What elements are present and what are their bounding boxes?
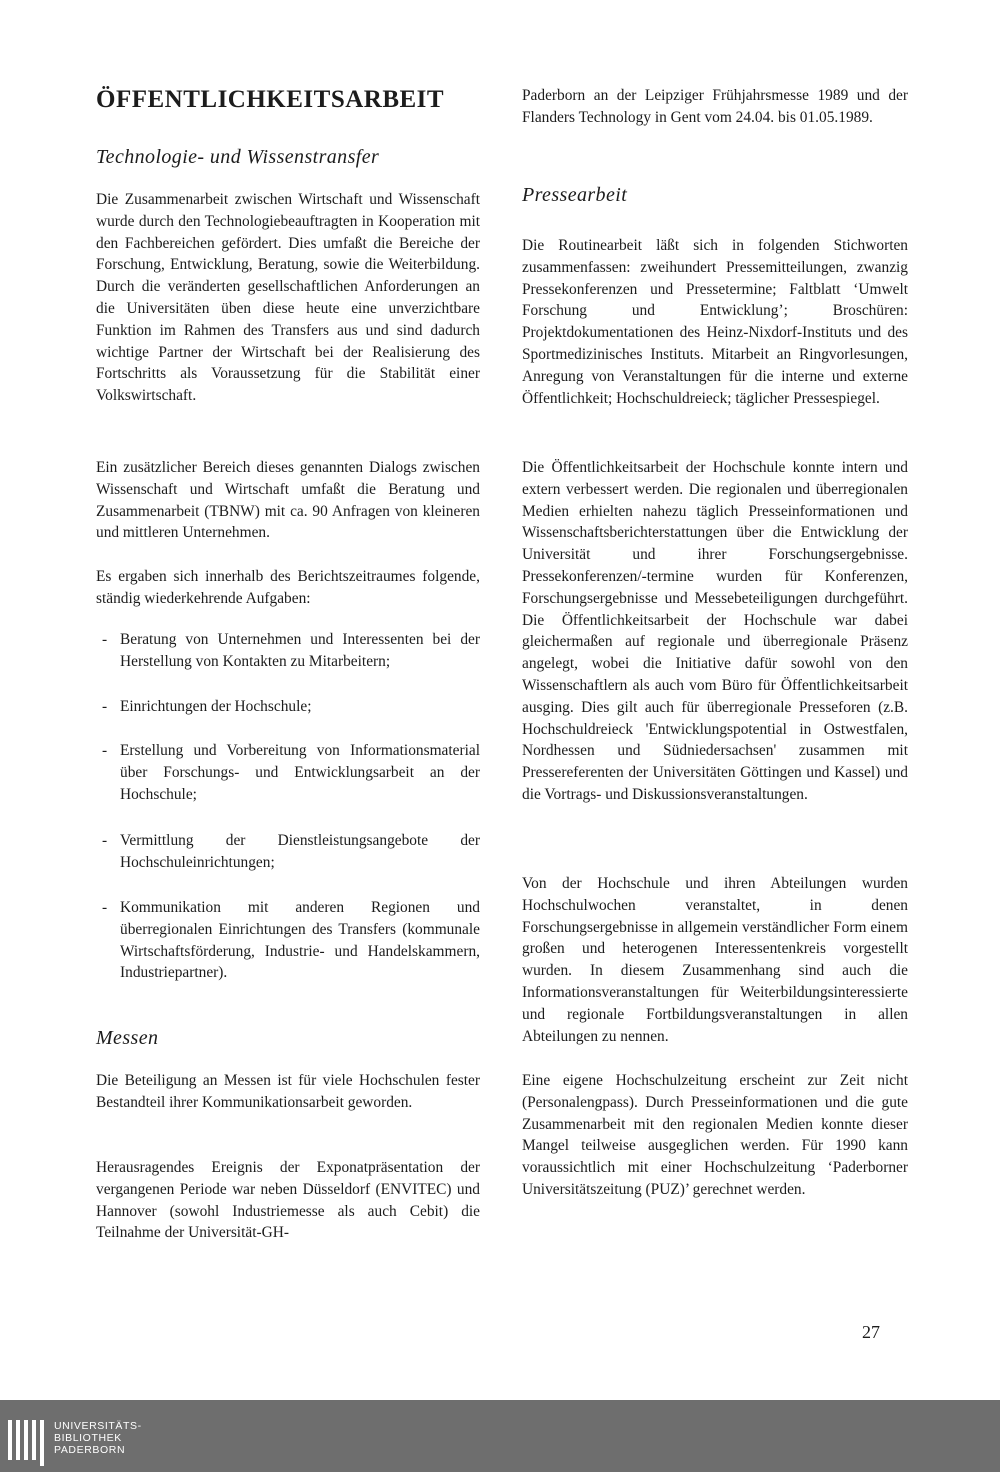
dash-bullet: - xyxy=(102,698,108,715)
list-item xyxy=(96,830,480,874)
list-item xyxy=(96,629,480,673)
subtitle-presse: Pressearbeit xyxy=(522,184,628,206)
paragraph-dialog: Ein zusätzlicher Bereich dieses genannten Dialogs zwischen Wissenschaft und Wirtschaft umfaßt die Beratung und Zusammenarbeit (TBNW) mit ca. 90 Anfragen von kleineren und mittleren Unternehmen. xyxy=(96,459,480,542)
list-item xyxy=(96,897,480,984)
list-item-text: Vermittlung der Dienstleistungsangebote der Hochschuleinrichtungen; xyxy=(120,832,480,871)
paragraph-messen-ereignis: Herausragendes Ereignis der Exponatpräsentation der vergangenen Periode war neben Düsseldorf (ENVITEC) und Hannover (sowohl Industriemesse als auch Cebit) die Teilnahme der Universität-GH- xyxy=(96,1159,480,1242)
library-name-line: UNIVERSITÄTS- xyxy=(54,1420,142,1432)
paragraph-aufgaben-intro: Es ergaben sich innerhalb des Berichtszeitraumes folgende, ständig wiederkehrende Aufgaben: xyxy=(96,568,480,607)
library-name-line: BIBLIOTHEK xyxy=(54,1432,122,1444)
dash-bullet: - xyxy=(102,742,108,759)
paragraph-routinearbeit: Die Routinearbeit läßt sich in folgenden Stichworten zusammenfassen: zweihundert Pressemitteilungen, zwanzig Pressekonferenzen und Pressetermine; Faltblatt ‘Umwelt Forschung und Entwicklung’; Broschüren: Projektdokumentationen des Heinz-Nixdorf-Instituts und des Sportmedizinisches Instituts. Mitarbeit an Ringvorlesungen, Anregung von Veranstaltungen für die interne und externe Öffentlichkeit; Hochschuldreieck; täglicher Pressespiegel. xyxy=(522,237,908,407)
paragraph-messen-fortsetzung: Paderborn an der Leipziger Frühjahrsmesse 1989 und der Flanders Technology in Gent vom 24.04. bis 01.05.1989. xyxy=(522,87,908,126)
subtitle-technologie: Technologie- und Wissenstransfer xyxy=(96,146,380,168)
section-title: ÖFFENTLICHKEITSARBEIT xyxy=(96,86,445,113)
dash-bullet: - xyxy=(102,832,108,849)
list-item-text: Einrichtungen der Hochschule; xyxy=(120,698,312,715)
page-number: 27 xyxy=(862,1322,880,1342)
paragraph-technologie: Die Zusammenarbeit zwischen Wirtschaft und Wissenschaft wurde durch den Technologiebeauftragten in Kooperation mit den Fachbereichen gefördert. Dies umfaßt die Bereiche der Forschung, Entwicklung, Beratung, sowie die Weiterbildung. Durch die veränderten gesellschaftlichen Anforderungen an die Universitäten üben diese heute eine unverzichtbare Funktion im Rahmen des Transfers aus und sind dadurch wichtige Partner der Wirtschaft bei der Realisierung des Fortschritts als Voraussetzung für die Stabilität einer Volkswirtschaft. xyxy=(96,191,480,405)
list-item-text: Beratung von Unternehmen und Interessenten bei der Herstellung von Kontakten zu Mitarbeitern; xyxy=(120,631,480,670)
subtitle-messen: Messen xyxy=(96,1027,159,1049)
list-item xyxy=(96,696,480,718)
library-footer xyxy=(0,1400,1000,1472)
dash-bullet: - xyxy=(102,899,108,916)
dash-bullet: - xyxy=(102,631,108,648)
paragraph-hochschulzeitung: Eine eigene Hochschulzeitung erscheint zur Zeit nicht (Personalengpass). Durch Presseinformationen und die gute Zusammenarbeit mit den regionalen Medien konnte dieser Mangel teilweise ausgeglichen werden. Für 1990 kann voraussichtlich mit einer Hochschulzeitung ‘Paderborner Universitätszeitung (PUZ)’ gerechnet werden. xyxy=(522,1072,908,1198)
library-logo-icon xyxy=(6,1420,50,1470)
list-item-text: Erstellung und Vorbereitung von Informationsmaterial über Forschungs- und Entwicklungsarbeit an der Hochschule; xyxy=(120,742,480,803)
list-item xyxy=(96,740,480,805)
paragraph-messen: Die Beteiligung an Messen ist für viele Hochschulen fester Bestandteil ihrer Kommunikationsarbeit geworden. xyxy=(96,1072,480,1111)
paragraph-hochschulwochen: Von der Hochschule und ihren Abteilungen wurden Hochschulwochen veranstaltet, in denen Forschungsergebnisse in allgemein verständlicher Form einem großen und heterogenen Interessentenkreis vorgestellt wurden. In diesem Zusammenhang sind auch die Informationsveranstaltungen für Weiterbildungsinteressierte und regionale Fortbildungsveranstaltungen in allen Abteilungen zu nennen. xyxy=(522,875,908,1045)
list-item-text: Kommunikation mit anderen Regionen und überregionalen Einrichtungen des Transfers (kommunale Wirtschaftsförderung, Industrie- und Handelskammern, Industriepartner). xyxy=(120,899,480,982)
library-name xyxy=(54,1420,142,1456)
library-name-line: PADERBORN xyxy=(54,1444,126,1456)
paragraph-oeffentlichkeitsarbeit: Die Öffentlichkeitsarbeit der Hochschule konnte intern und extern verbessert werden. Die regionalen und überregionalen Medien erhielten nahezu täglich Presseinformationen und Wissenschaftsberichterstattungen über die Entwicklung der Universität und ihrer Forschungsergebnisse. Pressekonferenzen/-termine wurden für Konferenzen, Forschungsergebnisse und Messebeteiligungen durchgeführt. Die Öffentlichkeitsarbeit der Hochschule war dabei gleichermaßen auf regionale und überregionale Präsenz angelegt, wobei die Initiative dafür sowohl von den Wissenschaftlern als auch vom Büro für Öffentlichkeitsarbeit ausging. Dies gilt auch für überregionale Presseforen (z.B. Hochschuldreieck 'Entwicklungspotential in Ostwestfalen, Nordhessen und Südniedersachsen' zusammen mit Pressereferenten der Universitäten Göttingen und Kassel) und die Vortrags- und Diskussionsveranstaltungen. xyxy=(522,459,908,803)
